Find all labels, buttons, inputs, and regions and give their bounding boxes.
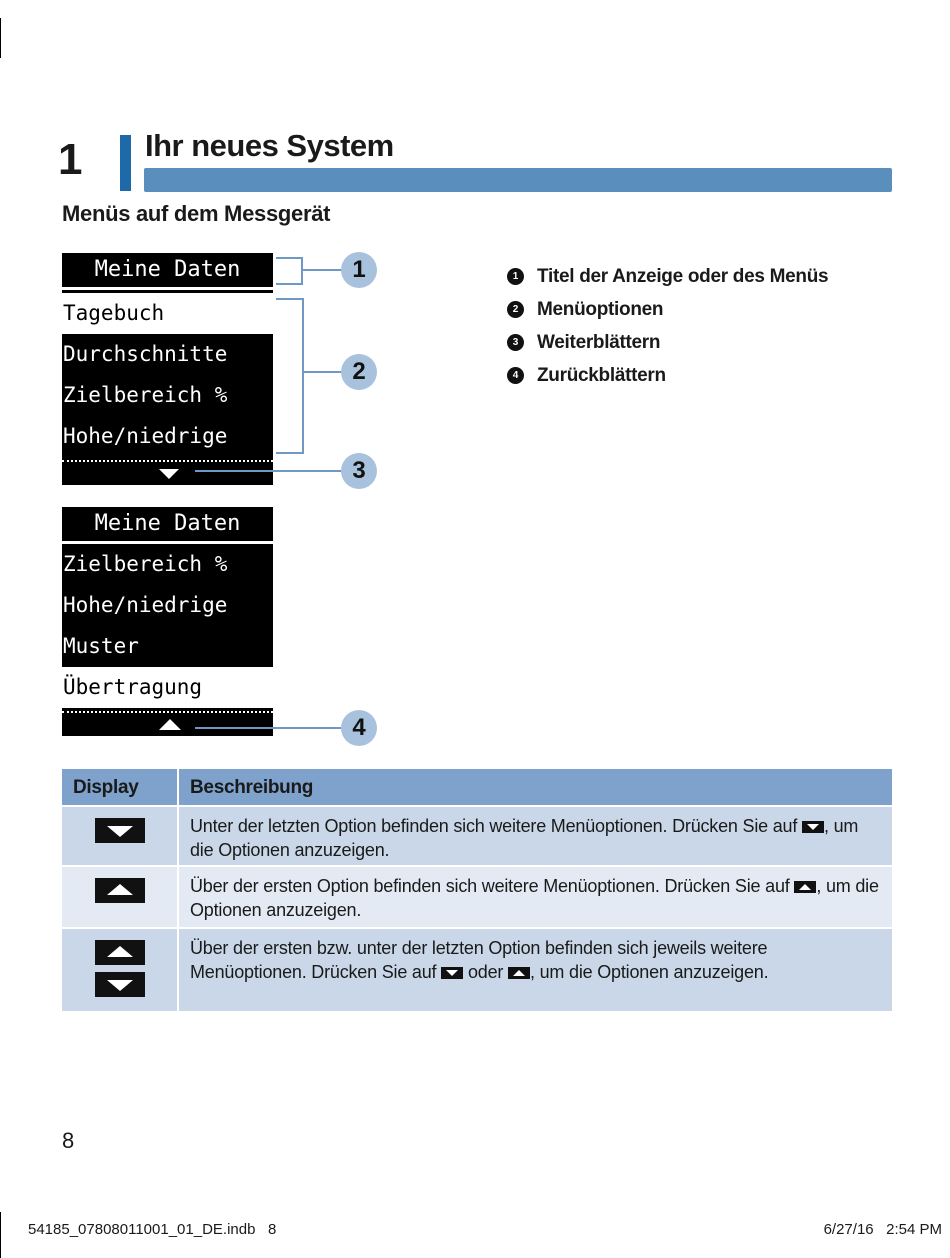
callout-line bbox=[302, 298, 304, 454]
legend-item bbox=[507, 293, 828, 326]
table-row bbox=[62, 865, 892, 927]
dotted-divider bbox=[62, 460, 273, 462]
chapter-title: Ihr neues System bbox=[145, 128, 394, 163]
menu-option[interactable]: Zielbereich % bbox=[62, 375, 273, 416]
callout-line bbox=[195, 470, 342, 472]
display-cell bbox=[62, 867, 179, 927]
legend-item bbox=[507, 260, 828, 293]
description-text: , um die Optionen anzuzeigen. bbox=[190, 876, 879, 920]
scroll-indicator bbox=[62, 708, 273, 736]
menu-option-highlighted[interactable]: Tagebuch bbox=[62, 293, 273, 334]
callout-legend bbox=[507, 260, 828, 392]
legend-text: Weiterblättern bbox=[537, 331, 661, 353]
menu-option[interactable]: Durchschnitte bbox=[62, 334, 273, 375]
description-cell bbox=[179, 867, 892, 927]
callout-line bbox=[276, 257, 302, 259]
table-row bbox=[62, 805, 892, 865]
page-number: 8 bbox=[62, 1128, 75, 1153]
display-description-table bbox=[62, 769, 892, 1011]
display-cell bbox=[62, 807, 179, 865]
description-text: , um die Optionen anzuzeigen. bbox=[190, 816, 859, 860]
description-text: oder bbox=[463, 962, 509, 982]
table-header bbox=[62, 769, 892, 805]
arrow-down-icon bbox=[802, 821, 824, 833]
crop-mark bbox=[0, 1212, 1, 1258]
column-header-display: Display bbox=[62, 769, 179, 805]
legend-item bbox=[507, 359, 828, 392]
description-text: Über der ersten Option befinden sich weitere Menüoptionen. Drücken Sie auf bbox=[190, 876, 795, 896]
arrow-up-icon bbox=[508, 967, 530, 979]
callout-line bbox=[195, 727, 342, 729]
number-bullet-icon: 4 bbox=[507, 367, 524, 384]
legend-text: Menüoptionen bbox=[537, 298, 664, 320]
description-cell bbox=[179, 929, 892, 1011]
number-bullet-icon: 2 bbox=[507, 301, 524, 318]
legend-item bbox=[507, 326, 828, 359]
table-row bbox=[62, 927, 892, 1011]
column-header-description: Beschreibung bbox=[190, 777, 314, 798]
callout-2: 2 bbox=[341, 354, 377, 390]
description-text: Unter der letzten Option befinden sich weitere Menüoptionen. Drücken Sie auf bbox=[190, 816, 802, 836]
chapter-accent-bar bbox=[120, 135, 131, 191]
chapter-title-rule bbox=[144, 168, 892, 192]
callout-line bbox=[302, 269, 342, 271]
device-screen-1 bbox=[62, 253, 273, 485]
scroll-down-icon[interactable] bbox=[159, 469, 179, 479]
menu-option-highlighted[interactable]: Übertragung bbox=[62, 667, 273, 708]
callout-1: 1 bbox=[341, 252, 377, 288]
arrow-down-icon bbox=[95, 818, 145, 843]
print-slug-date: 6/27/16 2:54 PM bbox=[823, 1221, 942, 1238]
scroll-up-icon[interactable] bbox=[159, 719, 181, 730]
chapter-number: 1 bbox=[58, 135, 83, 184]
screen-title: Meine Daten bbox=[62, 507, 273, 541]
legend-text: Titel der Anzeige oder des Menüs bbox=[537, 265, 829, 287]
description-cell bbox=[179, 807, 892, 865]
menu-option[interactable]: Hohe/niedrige bbox=[62, 416, 273, 457]
callout-line bbox=[303, 371, 342, 373]
number-bullet-icon: 1 bbox=[507, 268, 524, 285]
arrow-up-icon bbox=[95, 940, 145, 965]
screen-title: Meine Daten bbox=[62, 253, 273, 287]
menu-option[interactable]: Hohe/niedrige bbox=[62, 585, 273, 626]
menu-option[interactable]: Zielbereich % bbox=[62, 544, 273, 585]
display-cell bbox=[62, 929, 179, 1011]
crop-mark bbox=[0, 18, 1, 58]
arrow-down-icon bbox=[441, 967, 463, 979]
callout-3: 3 bbox=[341, 453, 377, 489]
device-screen-2 bbox=[62, 507, 273, 736]
callout-line bbox=[276, 298, 302, 300]
callout-line bbox=[276, 283, 302, 285]
callout-4: 4 bbox=[341, 710, 377, 746]
section-heading: Menüs auf dem Messgerät bbox=[62, 201, 331, 226]
callout-line bbox=[301, 257, 303, 285]
description-text: , um die Optionen anzuzeigen. bbox=[530, 962, 769, 982]
menu-option[interactable]: Muster bbox=[62, 626, 273, 667]
arrow-up-icon bbox=[95, 878, 145, 903]
arrow-up-icon bbox=[794, 881, 816, 893]
arrow-down-icon bbox=[95, 972, 145, 997]
number-bullet-icon: 3 bbox=[507, 334, 524, 351]
description-text: Über der ersten bzw. unter der letzten Option befinden sich jeweils weitere Menüoptionen. Drücken Sie auf bbox=[190, 938, 768, 982]
legend-text: Zurückblättern bbox=[537, 364, 666, 386]
print-slug-file: 54185_07808011001_01_DE.indb 8 bbox=[28, 1221, 277, 1238]
dotted-divider bbox=[62, 711, 273, 713]
callout-line bbox=[276, 452, 302, 454]
